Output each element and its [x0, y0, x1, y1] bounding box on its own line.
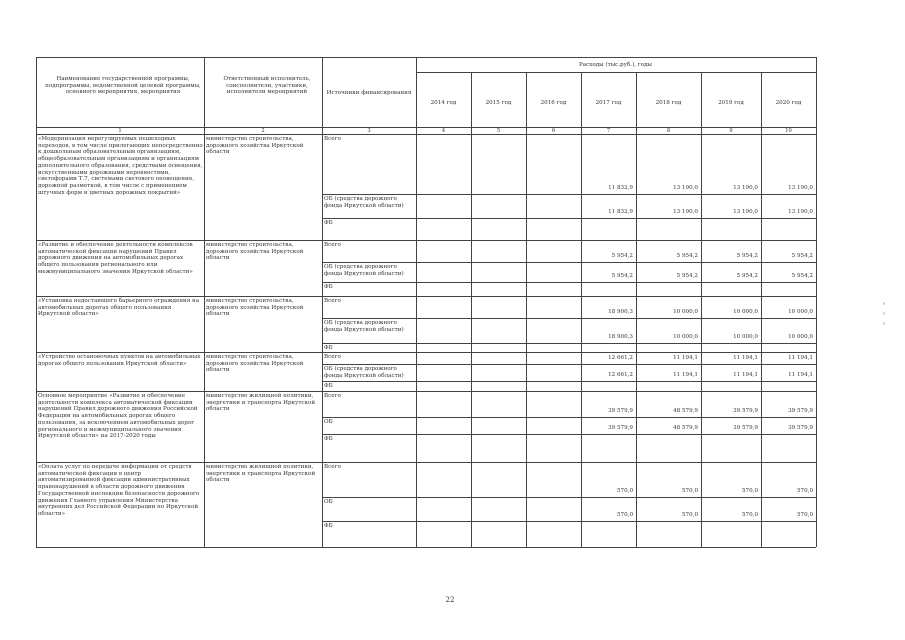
column-number: 1	[118, 128, 122, 134]
year-label: 2019 год	[718, 100, 744, 106]
value-cell: 12 661,2	[608, 355, 633, 361]
row-responsible: министерство строительства, дорожного хозяйства Иркутской области	[206, 298, 304, 318]
value-cell: 5 954,2	[611, 273, 633, 279]
value-cell: 11 832,9	[608, 209, 633, 215]
source-separator	[322, 282, 816, 283]
value-cell: 5 954,2	[676, 253, 698, 259]
source-label: ФБ	[324, 220, 333, 226]
row-responsible: министерство строительства, дорожного хозяйства Иркутской области	[206, 242, 304, 262]
value-cell: 13 190,0	[733, 185, 758, 191]
source-label: ОБ (средства дорожного фонда Иркутской области)	[324, 320, 404, 333]
table-bottom-border	[36, 547, 816, 548]
value-cell: 11 194,1	[673, 355, 698, 361]
source-label: ОБ	[324, 419, 333, 425]
value-cell: 13 190,0	[673, 209, 698, 215]
row-responsible: министерство строительства, дорожного хозяйства Иркутской области	[206, 354, 304, 374]
column-line	[761, 72, 762, 547]
value-cell: 39 579,9	[733, 425, 758, 431]
source-label: ФБ	[324, 383, 333, 389]
header-bottom-line	[36, 127, 816, 128]
value-cell: 570,0	[616, 488, 633, 494]
column-number: 2	[261, 128, 265, 134]
column-number: 9	[729, 128, 733, 134]
source-separator	[322, 194, 816, 195]
source-separator	[322, 318, 816, 319]
value-cell: 13 190,0	[733, 209, 758, 215]
value-cell: 11 194,1	[788, 372, 813, 378]
column-line	[36, 57, 37, 547]
column-number: 7	[606, 128, 611, 134]
row-responsible: министерство жилищной политики, энергетики и транспорта Иркутской области	[206, 464, 316, 484]
source-separator	[322, 262, 816, 263]
value-cell: 10 000,0	[733, 309, 758, 315]
row-name: «Модернизация нерегулируемых пешеходных переходов, в том числе прилегающих непосредственно к дошкольным образовательным организациям, общеобразовательным организациям и организациям дополнительного образования, средствами освещения, искусственными дорожными неровностями, светофорами Т.7, системами светового оповещения, дорожной разметкой, в том числе с применением штучных форм и цветных дорожных покрытий»	[38, 136, 203, 196]
source-label: ОБ (средства дорожного фонда Иркутской области)	[324, 264, 404, 277]
source-separator	[322, 343, 816, 344]
value-cell: 570,0	[796, 488, 813, 494]
source-label: ОБ (средства дорожного фонда Иркутской области)	[324, 196, 404, 209]
source-label: ФБ	[324, 345, 333, 351]
table-top-border	[36, 57, 816, 58]
value-cell: 12 661,2	[608, 372, 633, 378]
source-separator	[322, 364, 816, 365]
column-line	[701, 72, 702, 547]
column-line	[581, 72, 582, 547]
source-label: ОБ (средства дорожного фонда Иркутской области)	[324, 366, 404, 379]
source-label: Всего	[324, 298, 341, 304]
value-cell: 570,0	[741, 488, 758, 494]
source-label: Всего	[324, 136, 341, 142]
source-label: Всего	[324, 464, 341, 470]
header-col-expenses: Расходы (тыс.руб.), годы	[578, 62, 653, 68]
column-line	[816, 57, 817, 547]
value-cell: 10 000,0	[788, 334, 813, 340]
column-line	[526, 72, 527, 547]
year-label: 2014 год	[430, 100, 457, 106]
row-separator	[36, 352, 816, 353]
value-cell: 48 579,9	[673, 408, 698, 414]
year-label: 2017 год	[595, 100, 622, 106]
row-separator	[36, 240, 816, 241]
value-cell: 10 000,0	[673, 309, 698, 315]
column-number: 8	[666, 128, 671, 134]
row-separator	[36, 391, 816, 392]
value-cell: 5 954,2	[791, 273, 813, 279]
value-cell: 570,0	[741, 512, 758, 518]
page-number: 22	[445, 596, 455, 604]
column-number: 6	[551, 128, 556, 134]
value-cell: 5 954,2	[676, 273, 698, 279]
row-separator	[36, 134, 816, 135]
row-responsible: министерство жилищной политики, энергетики и транспорта Иркутской области	[206, 393, 316, 413]
value-cell: 18 900,3	[608, 309, 633, 315]
source-label: ОБ	[324, 499, 333, 505]
source-label: Всего	[324, 354, 341, 360]
value-cell: 5 954,2	[736, 253, 758, 259]
source-label: Всего	[324, 393, 341, 399]
value-cell: 5 954,2	[611, 253, 633, 259]
header-col-responsible: Ответственный исполнитель, соисполнители, участники, исполнители мероприятий	[223, 76, 311, 96]
value-cell: 10 000,0	[788, 309, 813, 315]
value-cell: 11 194,1	[673, 372, 698, 378]
value-cell: 5 954,2	[791, 253, 813, 259]
value-cell: 39 579,9	[788, 408, 813, 414]
value-cell: 570,0	[796, 512, 813, 518]
value-cell: 10 000,0	[733, 334, 758, 340]
value-cell: 39 579,9	[733, 408, 758, 414]
year-label: 2020 год	[775, 100, 802, 106]
row-name: «Развитие и обеспечение деятельности комплексов автоматической фиксации нарушений Правил дорожного движения на автомобильных дорогах общего пользования регионального или межмуниципального значения Иркутской области»	[38, 242, 193, 275]
column-line	[416, 57, 417, 547]
column-number: 3	[367, 128, 371, 134]
column-line	[471, 72, 472, 547]
source-separator	[322, 521, 816, 522]
value-cell: 10 000,0	[673, 334, 698, 340]
value-cell: 39 579,9	[608, 408, 633, 414]
header-col-program: Наименование государственной программы, подпрограммы, ведомственной целевой программы, основного мероприятия, мероприятия	[45, 76, 201, 96]
row-name: «Устройство остановочных пунктов на автомобильных дорогах общего пользования Иркутской области»	[38, 354, 201, 367]
source-separator	[322, 417, 816, 418]
value-cell: 18 900,3	[608, 334, 633, 340]
column-line	[636, 72, 637, 547]
year-label: 2016 год	[540, 100, 567, 106]
value-cell: 39 579,9	[608, 425, 633, 431]
value-cell: 13 190,0	[673, 185, 698, 191]
source-separator	[322, 434, 816, 435]
source-label: ФБ	[324, 436, 333, 442]
column-line	[322, 57, 323, 547]
source-separator	[322, 218, 816, 219]
row-separator	[36, 296, 816, 297]
value-cell: 11 194,1	[733, 372, 758, 378]
row-responsible: министерство строительства, дорожного хозяйства Иркутской области	[206, 136, 304, 156]
value-cell: 48 579,9	[673, 425, 698, 431]
margin-marks	[880, 300, 888, 330]
value-cell: 13 190,0	[788, 185, 813, 191]
year-label: 2015 год	[485, 100, 512, 106]
source-label: ФБ	[324, 523, 333, 529]
source-separator	[322, 497, 816, 498]
value-cell: 570,0	[681, 488, 698, 494]
source-label: Всего	[324, 242, 341, 248]
row-separator	[36, 462, 816, 463]
row-name: Основное мероприятие «Развитие и обеспечение деятельности комплекса автоматической фиксации нарушений Правил дорожного движения Российской Федерации на автомобильных дорогах общего пользования, за исключением автомобильных дорог регионального и межмуниципального значения Иркутской области» на 2017-2020 годы	[38, 393, 198, 440]
column-number: 10	[785, 128, 792, 134]
year-header-line	[416, 72, 816, 73]
row-name: «Оплата услуг по передаче информации от средств автоматической фиксации в центр автоматизированной фиксации административных правонарушений в области дорожного движения Государственной инспекции безопасности дорожного движения Главного управления Министерства внутренних дел Российской Федерации по Иркутской области»	[38, 464, 200, 517]
column-number: 5	[496, 128, 501, 134]
year-label: 2018 год	[655, 100, 682, 106]
value-cell: 570,0	[681, 512, 698, 518]
value-cell: 5 954,2	[736, 273, 758, 279]
source-separator	[322, 381, 816, 382]
source-label: ФБ	[324, 284, 333, 290]
value-cell: 11 832,9	[608, 185, 633, 191]
header-col-sources: Источники финансирования	[326, 90, 412, 96]
value-cell: 11 194,1	[788, 355, 813, 361]
row-name: «Установка недостающего барьерного ограждения на автомобильных дорогах общего пользования Иркутской области»	[38, 298, 200, 318]
value-cell: 11 194,1	[733, 355, 758, 361]
value-cell: 39 579,9	[788, 425, 813, 431]
value-cell: 13 190,0	[788, 209, 813, 215]
value-cell: 570,0	[616, 512, 633, 518]
column-line	[204, 57, 205, 547]
column-number: 4	[441, 128, 446, 134]
